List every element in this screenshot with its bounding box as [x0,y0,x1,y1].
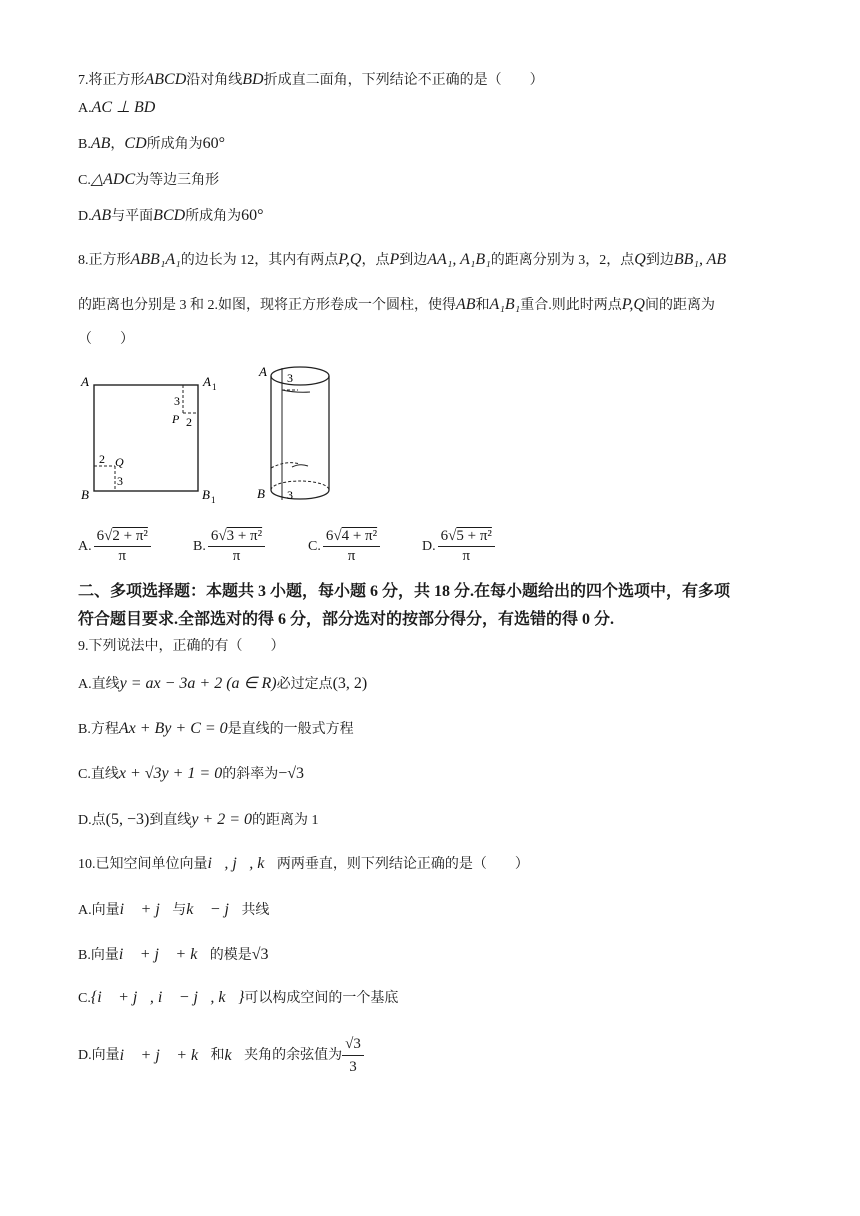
q8-stem-line2: 的距离也分别是 3 和 2.如图，现将正方形卷成一个圆柱，使得AB和A₁B₁重合.则此时两点P,Q间的距离为 [78,296,715,313]
q7-option-a: A.AC ⊥ BD [78,99,156,116]
cyl-label-3-bottom: 3 [287,488,293,502]
q9-option-b: B.方程Ax + By + C = 0是直线的一般式方程 [78,720,354,737]
q8-stem-line1: 8.正方形ABB₁A₁的边长为 12，其内有两点P,Q，点P到边AA₁, A₁B₁的距离分别为 3，2，点Q到边BB₁, AB [78,251,727,268]
q9-stem: 9.下列说法中，正确的有（ ） [78,639,285,654]
q10-option-d: D.向量 i⃗ + j⃗ + k⃗ 和 k⃗ 夹角的余弦值为 $\frac{√3}{3}$ [78,1034,364,1077]
square-figure [78,370,228,505]
q8-option-a: A. $\frac{\text{6√2 + π²}}{\pi}$ [78,528,151,565]
q10-option-c: C.{i⃗ + j⃗, i⃗ − j⃗, k⃗}可以构成空间的一个基底 [78,989,399,1006]
q7-stem: 7.将正方形ABCD沿对角线BD折成直二面角，下列结论不正确的是（ ） [78,71,544,88]
q9-option-a: A.直线y = ax − 3a + 2 (a ∈ R)必过定点(3, 2) [78,675,368,692]
q7-option-d: D.AB与平面BCD所成角为60° [78,207,264,224]
fraction: $\frac{\text{6√2 + π²}}{\pi}$ [94,528,151,565]
fraction: $\frac{\text{6√5 + π²}}{\pi}$ [438,528,495,565]
label-b1-sub: 1 [211,495,216,505]
q7-option-b: B.AB，CD所成角为60° [78,135,226,152]
cyl-label-a: A [259,364,267,379]
q8-option-d: D. $\frac{\text{6√5 + π²}}{\pi}$ [422,528,495,565]
section2-header-line1: 二、多项选择题：本题共 3 小题，每小题 6 分，共 18 分.在每小题给出的四个选项中，有多项 [78,583,731,600]
q9-option-d: D.点(5, −3)到直线y + 2 = 0的距离为 1 [78,811,319,828]
q7-option-c: C.△ADC为等边三角形 [78,171,220,188]
q10-stem: 10.已知空间单位向量i⃗, j⃗, k⃗两两垂直，则下列结论正确的是（ ） [78,855,529,872]
fraction: $\frac{√3}{3}$ [342,1034,364,1077]
label-a1-sub: 1 [212,382,217,392]
label-b1: B [202,487,210,502]
label-b: B [81,487,89,502]
label-a: A [81,374,89,389]
label-q: Q [115,455,124,469]
label-p: P [172,412,180,426]
q8-option-b: B. $\frac{\text{6√3 + π²}}{\pi}$ [193,528,265,565]
q10-option-b: B.向量i⃗ + j⃗ + k⃗的模是√3 [78,946,269,963]
fraction: $\frac{\text{6√3 + π²}}{\pi}$ [208,528,265,565]
cyl-label-b: B [257,486,265,501]
section2-header-line2: 符合题目要求.全部选对的得 6 分，部分选对的按部分得分，有选错的得 0 分. [78,611,615,628]
label-3-top: 3 [174,394,180,408]
label-3-bottom: 3 [117,474,123,488]
label-2-bottom: 2 [99,452,105,466]
q9-option-c: C.直线x + √3y + 1 = 0的斜率为−√3 [78,765,305,782]
q8-option-c: C. $\frac{\text{6√4 + π²}}{\pi}$ [308,528,380,565]
label-a1: A [203,374,211,389]
q10-option-a: A.向量i⃗ + j⃗与k⃗ − j⃗共线 [78,901,270,918]
fraction: $\frac{\text{6√4 + π²}}{\pi}$ [323,528,380,565]
cylinder-figure [252,360,344,508]
cyl-label-3-top: 3 [287,371,293,385]
label-2-top: 2 [186,415,192,429]
q8-stem-line3: （ ） [78,332,134,347]
